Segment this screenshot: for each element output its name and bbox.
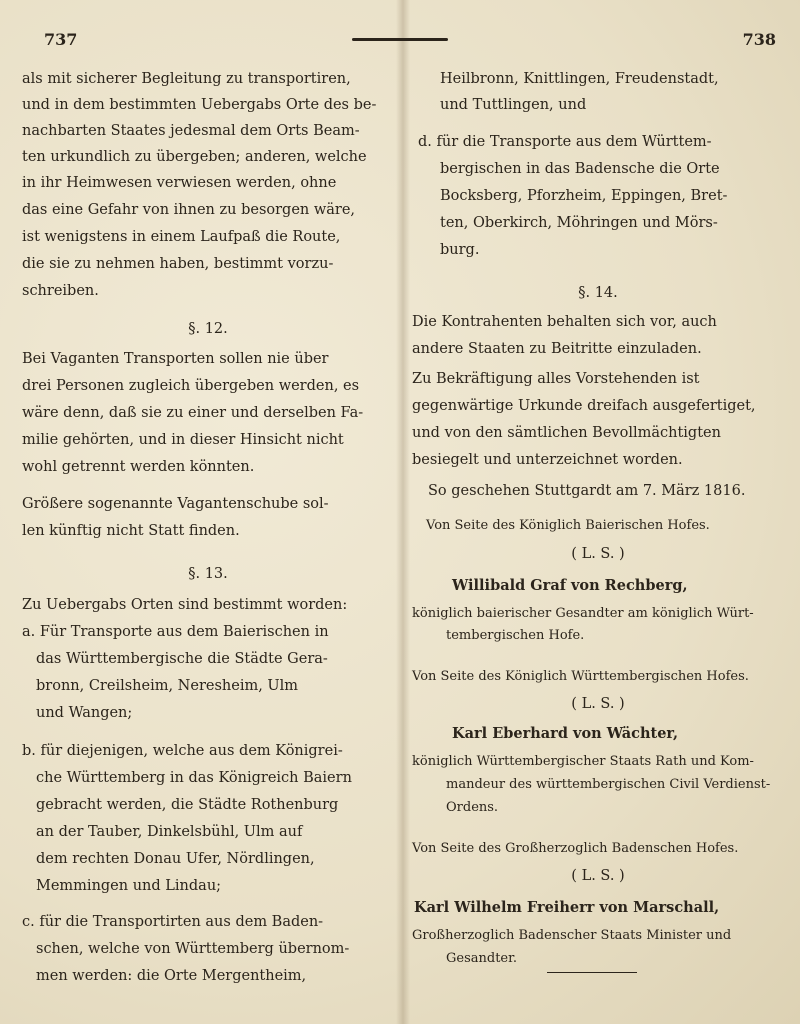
text-line: men werden: die Orte Mergentheim, xyxy=(36,968,307,984)
court-heading: Von Seite des Großherzoglich Badenschen Hofes. xyxy=(412,841,739,856)
left-page-number: 737 xyxy=(44,30,78,49)
seal-mark: ( L. S. ) xyxy=(571,546,625,562)
section-heading: §. 12. xyxy=(188,321,228,337)
list-item-d: d. für die Transporte aus dem Württem- xyxy=(418,134,712,150)
text-line: das Württembergische die Städte Gera- xyxy=(36,651,328,667)
text-line: che Württemberg in das Königreich Baiern xyxy=(36,770,352,786)
section-heading: §. 14. xyxy=(578,285,618,301)
signatory-title: Gesandter. xyxy=(446,951,518,966)
text-line: ten urkundlich zu übergeben; anderen, welche xyxy=(22,149,367,165)
text-line: wohl getrennt werden könnten. xyxy=(22,459,255,475)
text-line: schreiben. xyxy=(22,283,99,299)
text-line: Größere sogenannte Vagantenschube sol- xyxy=(22,496,329,512)
seal-mark: ( L. S. ) xyxy=(571,868,625,884)
signatory-title: königlich baierischer Gesandter am königlich Würt- xyxy=(412,606,754,621)
text-line: len künftig nicht Statt finden. xyxy=(22,523,240,539)
signatory-title: Ordens. xyxy=(446,800,499,815)
text-line: Heilbronn, Knittlingen, Freudenstadt, xyxy=(440,71,719,87)
text-line: milie gehörten, und in dieser Hinsicht nicht xyxy=(22,432,344,448)
text-line: Zu Uebergabs Orten sind bestimmt worden: xyxy=(22,597,348,613)
signatory-title: Großherzoglich Badenscher Staats Minister und xyxy=(412,928,732,943)
text-line: die sie zu nehmen haben, bestimmt vorzu- xyxy=(22,256,334,272)
text-line: Zu Bekräftigung alles Vorstehenden ist xyxy=(412,371,700,387)
text-line: bronn, Creilsheim, Neresheim, Ulm xyxy=(36,678,299,694)
list-item-a: a. Für Transporte aus dem Baierischen in xyxy=(22,624,329,640)
signatory-title: mandeur des württembergischen Civil Verdienst- xyxy=(446,777,771,792)
list-item-b: b. für diejenigen, welche aus dem Königrei- xyxy=(22,743,343,759)
text-line: gebracht werden, die Städte Rothenburg xyxy=(36,797,339,813)
text-line: drei Personen zugleich übergeben werden, es xyxy=(22,378,360,394)
seal-mark: ( L. S. ) xyxy=(571,696,625,712)
text-line: an der Tauber, Dinkelsbühl, Ulm auf xyxy=(36,824,303,840)
court-heading: Von Seite des Königlich Baierischen Hofes. xyxy=(426,518,710,533)
text-line: und von den sämtlichen Bevollmächtigten xyxy=(412,425,721,441)
text-line: nachbarten Staates jedesmal dem Orts Beam- xyxy=(22,123,360,139)
signatory-name: Karl Wilhelm Freiherr von Marschall, xyxy=(414,899,720,916)
text-line: ten, Oberkirch, Möhringen und Mörs- xyxy=(440,215,718,231)
court-heading: Von Seite des Königlich Württembergischen Hofes. xyxy=(412,669,749,684)
text-line: Die Kontrahenten behalten sich vor, auch xyxy=(412,314,717,330)
text-line: bergischen in das Badensche die Orte xyxy=(440,161,720,177)
section-heading: §. 13. xyxy=(188,566,228,582)
closing-rule xyxy=(547,972,637,973)
text-line: als mit sicherer Begleitung zu transportiren, xyxy=(22,71,351,87)
text-line: und Tuttlingen, und xyxy=(440,97,587,113)
signatory-name: Willibald Graf von Rechberg, xyxy=(452,577,688,594)
text-line: wäre denn, daß sie zu einer und derselben Fa- xyxy=(22,405,364,421)
left-page xyxy=(22,0,394,1024)
signatory-name: Karl Eberhard von Wächter, xyxy=(452,725,679,742)
text-line: Bocksberg, Pforzheim, Eppingen, Bret- xyxy=(440,188,728,204)
text-line: gegenwärtige Urkunde dreifach ausgefertiget, xyxy=(412,398,756,414)
text-line: andere Staaten zu Beitritte einzuladen. xyxy=(412,341,702,357)
signatory-title: tembergischen Hofe. xyxy=(446,628,585,643)
text-line: besiegelt und unterzeichnet worden. xyxy=(412,452,683,468)
text-line: burg. xyxy=(440,242,480,258)
book-gutter xyxy=(396,0,410,1024)
date-line: So geschehen Stuttgardt am 7. März 1816. xyxy=(428,483,746,499)
text-line: in ihr Heimwesen verwiesen werden, ohne xyxy=(22,175,337,191)
text-line: Memmingen und Lindau; xyxy=(36,878,222,894)
text-line: ist wenigstens in einem Laufpaß die Route, xyxy=(22,229,341,245)
list-item-c: c. für die Transportirten aus dem Baden- xyxy=(22,914,324,930)
right-page xyxy=(412,0,784,1024)
text-line: und Wangen; xyxy=(36,705,133,721)
text-line: das eine Gefahr von ihnen zu besorgen wäre, xyxy=(22,202,356,218)
text-line: Bei Vaganten Transporten sollen nie über xyxy=(22,351,329,367)
text-line: dem rechten Donau Ufer, Nördlingen, xyxy=(36,851,315,867)
text-line: schen, welche von Württemberg übernom- xyxy=(36,941,350,957)
right-page-number: 738 xyxy=(742,30,776,49)
signatory-title: königlich Württembergischer Staats Rath und Kom- xyxy=(412,754,754,769)
text-line: und in dem bestimmten Uebergabs Orte des be- xyxy=(22,97,377,113)
